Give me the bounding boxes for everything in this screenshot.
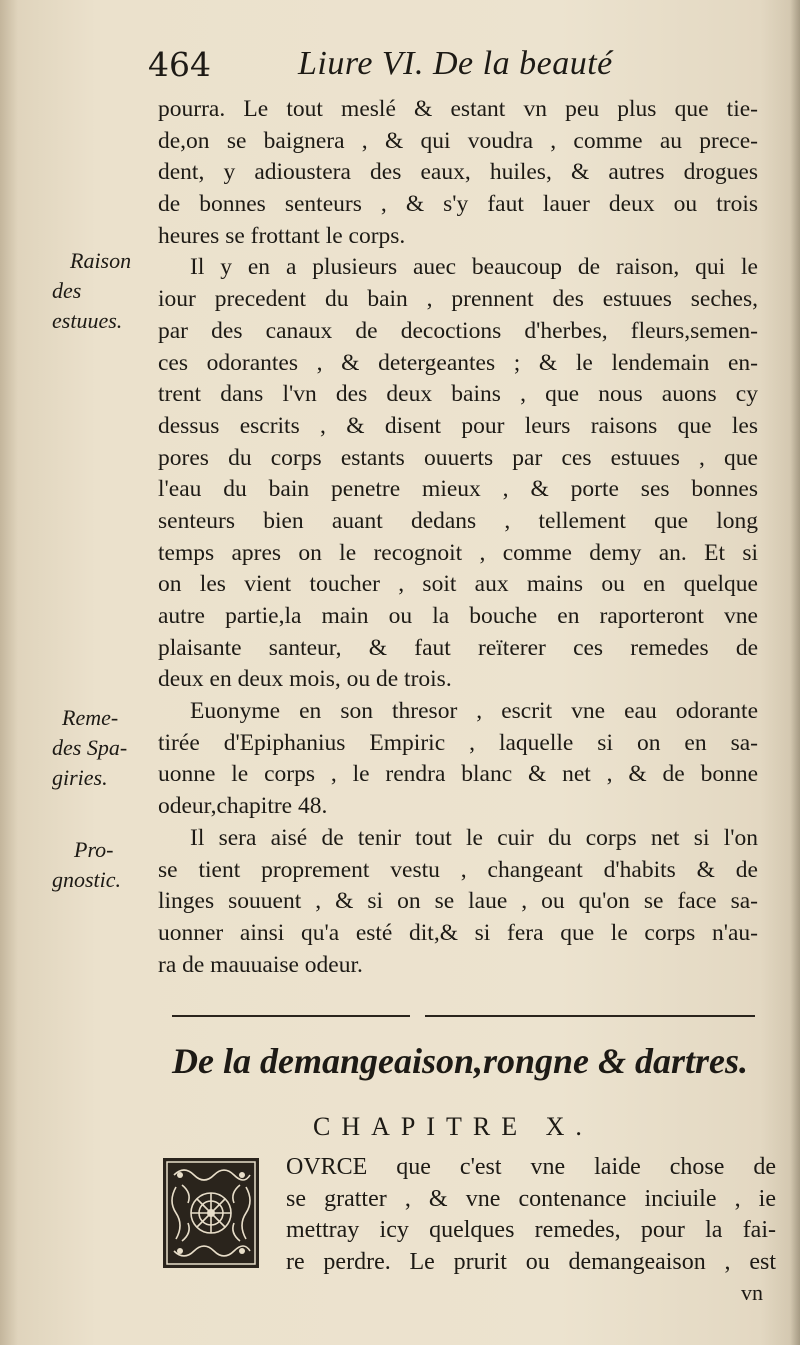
text-line: heures se frottant le corps. xyxy=(158,222,406,249)
page-number: 464 xyxy=(148,45,211,84)
text-line: deux en deux mois, ou de trois. xyxy=(158,666,452,693)
text-line: Il y en a plusieurs auec beaucoup de raison, qui le xyxy=(190,254,758,281)
text-line: dent, y adioustera des eaux, huiles, & autres drogues xyxy=(158,159,758,186)
text-line: Il sera aisé de tenir tout le cuir du corps net si l'on xyxy=(190,824,758,851)
page-header xyxy=(148,45,658,89)
margin-note-line: des xyxy=(52,278,82,303)
text-line: uonner ainsi qu'a esté dit,& si fera que le corps n'au- xyxy=(158,919,758,946)
chapter-text xyxy=(286,1152,776,1278)
text-line: se gratter , & vne contenance inciuile , ie xyxy=(286,1185,776,1212)
catchword: vn xyxy=(741,1280,763,1305)
text-line: pourra. Le tout meslé & estant vn peu plus que tie- xyxy=(158,96,758,122)
text-line: l'eau du bain penetre mieux , & porte ses bonnes xyxy=(158,476,758,503)
text-line: de,on se baignera , & qui voudra , comme au prece- xyxy=(158,127,758,154)
text-line: uonne le corps , le rendra blanc & net , & de bonne xyxy=(158,761,758,788)
text-line: par des canaux de decoctions d'herbes, fleurs,semen- xyxy=(158,317,758,344)
ornamental-initial-graphic xyxy=(162,1157,260,1269)
margin-note-line: Raison xyxy=(70,248,132,273)
text-line: mettray icy quelques remedes, pour la fai- xyxy=(286,1217,776,1243)
section-rule-left xyxy=(172,1015,410,1017)
text-line: linges souuent , & si on se laue , ou qu'on se face sa- xyxy=(158,888,758,915)
text-line: re perdre. Le prurit ou demangeaison , est xyxy=(286,1248,776,1275)
text-line: autre partie,la main ou la bouche en raporteront vne xyxy=(158,603,758,629)
text-line: iour precedent du bain , prennent des estuues seches, xyxy=(158,286,758,313)
body-text xyxy=(158,94,758,981)
text-line: dessus escrits , & disent pour leurs raisons que les xyxy=(158,412,758,439)
margin-note-line: gnostic. xyxy=(52,867,122,892)
text-line: tirée d'Epiphanius Empiric , laquelle si on en sa- xyxy=(158,729,758,756)
chapter-heading: CHAPITRE X. xyxy=(313,1112,593,1141)
text-line: se tient proprement vestu , changeant d'habits & de xyxy=(158,856,758,883)
section-title: De la demangeaison,rongne & dartres. xyxy=(172,1041,749,1081)
margin-note-raison xyxy=(52,246,152,336)
margin-note-prognostic xyxy=(52,835,152,895)
ornamental-initial xyxy=(162,1157,260,1269)
running-head: Liure VI. De la beauté xyxy=(298,45,613,82)
text-line: trent dans l'vn des deux bains , que nous auons cy xyxy=(158,381,758,408)
text-line: plaisante santeur, & faut reïterer ces remedes de xyxy=(158,634,758,661)
text-line: ces odorantes , & detergeantes ; & le lendemain en- xyxy=(158,349,758,376)
text-line: pores du corps estants ouuerts par ces estuues , que xyxy=(158,444,758,471)
gutter-shadow xyxy=(0,0,18,1345)
margin-note-line: Pro- xyxy=(74,837,114,862)
margin-note-line: giries. xyxy=(52,765,108,790)
section-rule-right xyxy=(425,1015,755,1017)
margin-note-remedes xyxy=(52,703,152,793)
text-line: temps apres on le recognoit , comme demy an. Et si xyxy=(158,539,758,566)
text-line: ra de mauuaise odeur. xyxy=(158,951,363,978)
text-line: on les vient toucher , soit aux mains ou en quelque xyxy=(158,571,758,598)
text-line: OVRCE que c'est vne laide chose de xyxy=(286,1154,776,1180)
margin-note-line: des Spa- xyxy=(52,735,128,760)
text-line: de bonnes senteurs , & s'y faut lauer deux ou trois xyxy=(158,191,758,218)
page-edge-shadow xyxy=(790,0,800,1345)
text-line: odeur,chapitre 48. xyxy=(158,793,328,820)
text-line: senteurs bien auant dedans , tellement que long xyxy=(158,507,758,534)
text-line: Euonyme en son thresor , escrit vne eau odorante xyxy=(190,698,758,725)
margin-note-line: estuues. xyxy=(52,308,123,333)
margin-note-line: Reme- xyxy=(62,705,119,730)
